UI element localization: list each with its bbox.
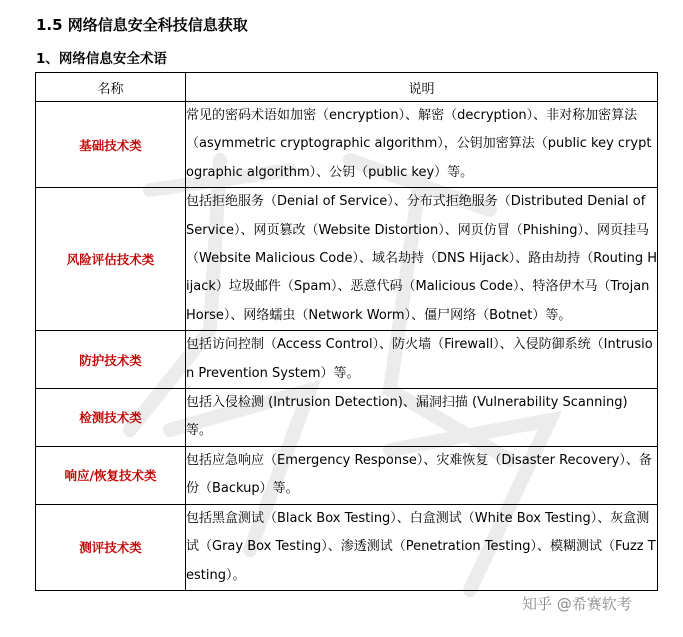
header-description: 说明 — [186, 73, 658, 102]
category-response-recovery: 响应/恢复技术类 — [36, 446, 186, 504]
category-basic: 基础技术类 — [36, 102, 186, 188]
subsection-title: 1、网络信息安全术语 — [36, 51, 167, 67]
table-row — [36, 389, 658, 447]
table-row — [36, 331, 658, 389]
table-row — [36, 504, 658, 590]
category-evaluation: 测评技术类 — [36, 504, 186, 590]
description-basic: 常见的密码术语如加密（encryption）、解密（decryption）、非对称加密算法（asymmetric cryptographic algorithm），公钥加密算法（public key cryptographic algorithm）、公钥（public key）等。 — [186, 102, 658, 188]
table-row — [36, 102, 658, 188]
section-title: 1.5 网络信息安全科技信息获取 — [36, 16, 248, 34]
description-protection: 包括访问控制（Access Control）、防火墙（Firewall）、入侵防御系统（Intrusion Prevention System）等。 — [186, 331, 658, 389]
description-detection: 包括入侵检测 (Intrusion Detection)、漏洞扫描 (Vulnerability Scanning) 等。 — [186, 389, 658, 447]
terms-table — [35, 72, 658, 591]
category-detection: 检测技术类 — [36, 389, 186, 447]
category-protection: 防护技术类 — [36, 331, 186, 389]
description-risk-assessment: 包括拒绝服务（Denial of Service）、分布式拒绝服务（Distributed Denial of Service）、网页篡改（Website Distortion）、网页仿冒（Phishing）、网页挂马（Website Malicious Code）、域名劫持（DNS Hijack）、路由劫持（Routing Hijack）垃圾邮件（Spam）、恶意代码（Malicious Code）、特洛伊木马（Trojan Horse）、网络蠕虫（Network Worm）、僵尸网络（Botnet）等。 — [186, 188, 658, 331]
table-row — [36, 188, 658, 331]
category-risk-assessment: 风险评估技术类 — [36, 188, 186, 331]
description-response-recovery: 包括应急响应（Emergency Response）、灾难恢复（Disaster Recovery）、备份（Backup）等。 — [186, 446, 658, 504]
zhihu-watermark: 知乎 @希赛软考 — [522, 595, 632, 613]
header-name: 名称 — [36, 73, 186, 102]
description-evaluation: 包括黑盒测试（Black Box Testing）、白盒测试（White Box Testing）、灰盒测试（Gray Box Testing）、渗透测试（Penetration Testing）、模糊测试（Fuzz Testing）。 — [186, 504, 658, 590]
table-header-row — [36, 73, 658, 102]
table-row — [36, 446, 658, 504]
